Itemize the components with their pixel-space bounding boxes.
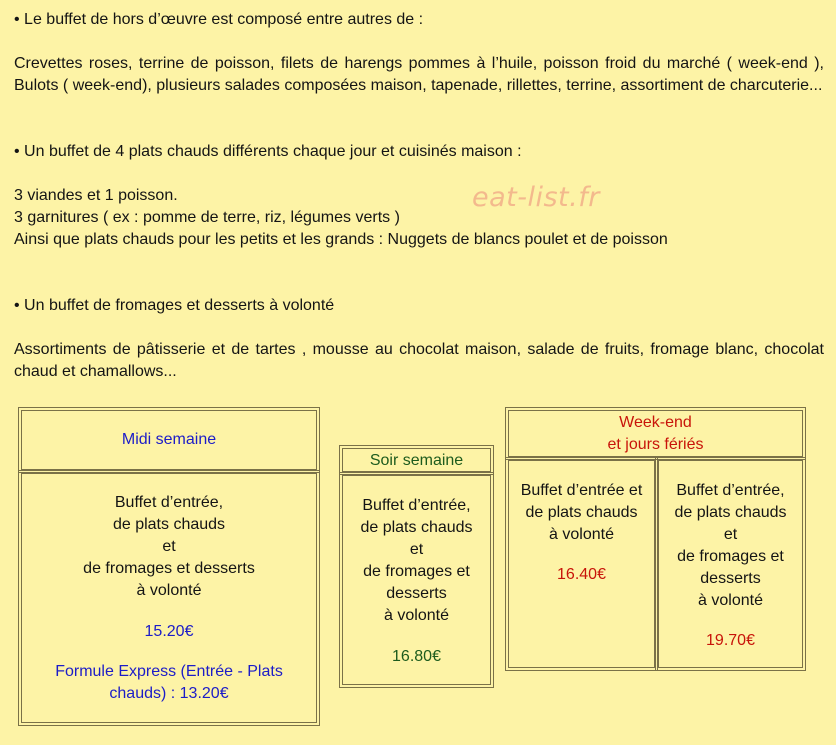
soir-desc-5: desserts bbox=[386, 585, 447, 602]
weekend-col2-desc-2: de plats chauds bbox=[674, 504, 787, 521]
intro-garnitures: 3 garnitures ( ex : pomme de terre, riz, légumes verts ) bbox=[14, 209, 400, 226]
intro-plats-chauds-title: • Un buffet de 4 plats chauds différents chaque jour et cuisinés maison : bbox=[14, 143, 522, 160]
weekend-header-cell bbox=[505, 407, 806, 460]
soir-header-cell bbox=[339, 445, 494, 475]
midi-desc-4: de fromages et desserts bbox=[83, 560, 255, 577]
intro-line-1: • Le buffet de hors d’œuvre est composé entre autres de : bbox=[14, 11, 424, 28]
weekend-col1-desc-2: de plats chauds bbox=[525, 504, 638, 521]
midi-desc-3: et bbox=[162, 538, 176, 555]
midi-express-1: Formule Express (Entrée - Plats bbox=[55, 663, 283, 680]
intro-hors-doeuvre-list: Crevettes roses, terrine de poisson, filets de harengs pommes à l’huile, poisson froid du marché ( week-end ), Bulots ( week-end), plusieurs salades composées maison, tapenade, rillettes, terrine, assortiment de charcuterie... bbox=[14, 55, 824, 94]
soir-desc-4: de fromages et bbox=[363, 563, 470, 580]
midi-desc-5: à volonté bbox=[136, 582, 202, 599]
soir-header: Soir semaine bbox=[369, 452, 464, 469]
weekend-col2-desc-3: et bbox=[723, 526, 738, 543]
weekend-col2-cell bbox=[655, 457, 806, 671]
weekend-header-1: Week-end bbox=[619, 414, 692, 431]
soir-price: 16.80€ bbox=[392, 648, 441, 665]
intro-fromages-title: • Un buffet de fromages et desserts à volonté bbox=[14, 297, 335, 314]
weekend-header-2: et jours fériés bbox=[607, 436, 704, 453]
weekend-col2-desc-6: à volonté bbox=[698, 592, 763, 609]
soir-desc-3: et bbox=[409, 541, 424, 558]
midi-price: 15.20€ bbox=[144, 623, 194, 640]
weekend-col2-price: 19.70€ bbox=[706, 632, 755, 649]
midi-header-cell bbox=[18, 407, 320, 473]
weekend-col2-desc-5: desserts bbox=[700, 570, 761, 587]
weekend-col1-desc-1: Buffet d’entrée et bbox=[520, 482, 643, 499]
weekend-col2-desc-4: de fromages et bbox=[677, 548, 784, 565]
weekend-col2-desc-1: Buffet d’entrée, bbox=[676, 482, 785, 499]
soir-desc-1: Buffet d’entrée, bbox=[362, 497, 471, 514]
soir-body-cell bbox=[339, 472, 494, 688]
watermark-logo: eat-list.fr bbox=[472, 182, 600, 213]
midi-desc-1: Buffet d’entrée, bbox=[114, 494, 224, 511]
weekend-col1-cell bbox=[505, 457, 658, 671]
midi-body-cell bbox=[18, 470, 320, 726]
midi-express-2: chauds) : 13.20€ bbox=[109, 685, 229, 702]
weekend-col1-desc-3: à volonté bbox=[549, 526, 614, 543]
midi-header: Midi semaine bbox=[121, 431, 217, 448]
soir-desc-6: à volonté bbox=[384, 607, 449, 624]
intro-desserts-list: Assortiments de pâtisserie et de tartes , mousse au chocolat maison, salade de fruits, fromage blanc, chocolat chaud et chamallows... bbox=[14, 341, 824, 380]
weekend-col1-price: 16.40€ bbox=[557, 566, 606, 583]
soir-desc-2: de plats chauds bbox=[360, 519, 473, 536]
midi-desc-2: de plats chauds bbox=[112, 516, 226, 533]
intro-plats-enfants: Ainsi que plats chauds pour les petits et les grands : Nuggets de blancs poulet et de poisson bbox=[14, 231, 668, 248]
intro-viandes: 3 viandes et 1 poisson. bbox=[14, 187, 178, 204]
